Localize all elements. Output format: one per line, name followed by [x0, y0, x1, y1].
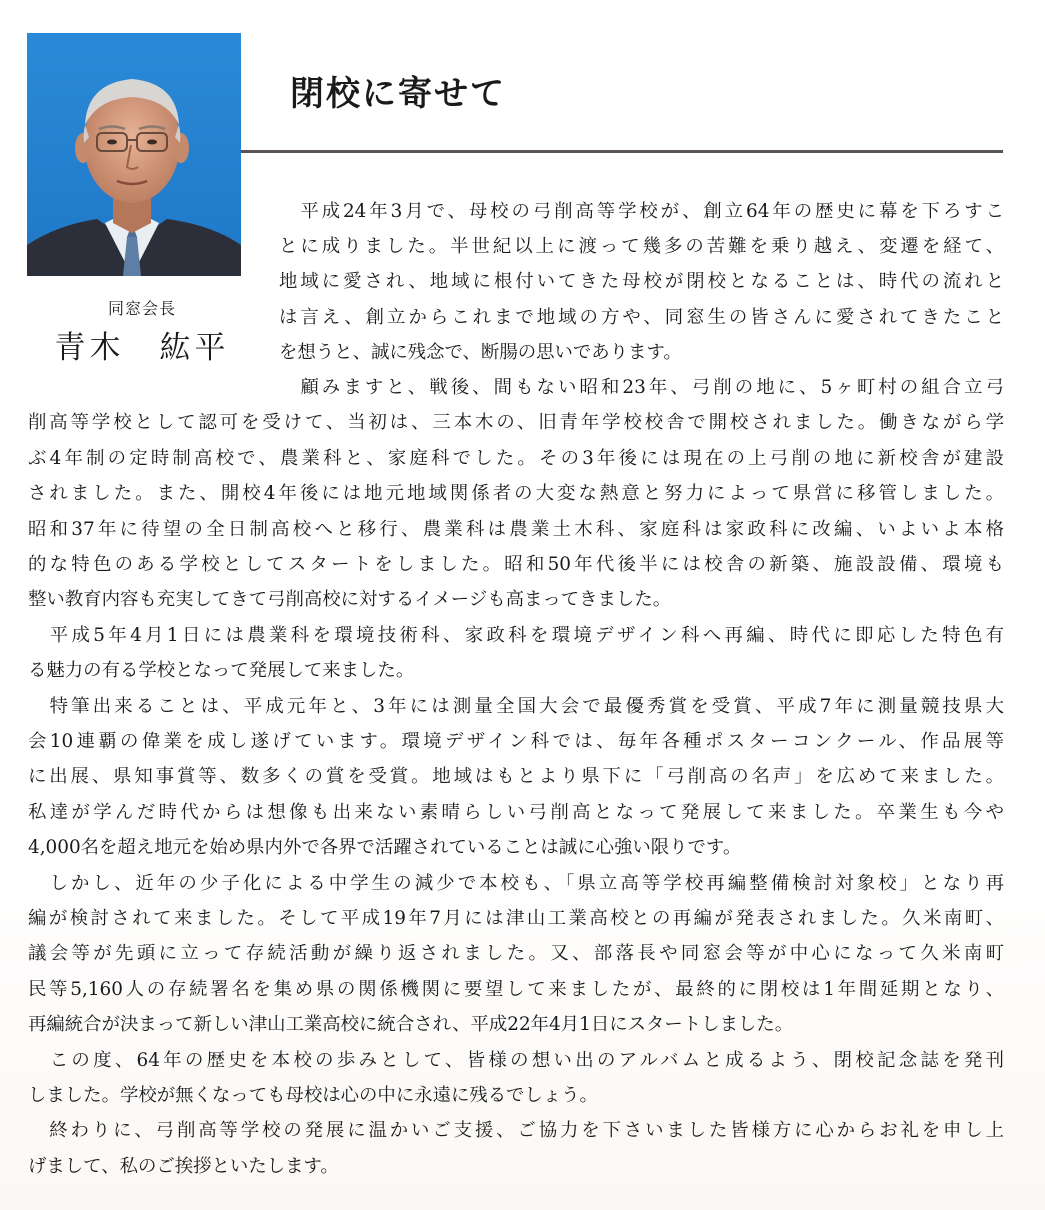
- portrait-photo: [27, 33, 241, 276]
- body-line: されました。また、開校4年後には地元地域関係者の大変な熱意と努力によって県営に移管しました。: [28, 483, 1004, 504]
- body-line: 平成24年3月で、母校の弓削高等学校が、創立64年の歴史に幕を下ろすこ: [279, 201, 1004, 222]
- body-line: 4,000名を超え地元を始め県内外で各界で活躍されていることは誠に心強い限りです。: [28, 837, 742, 858]
- body-line: 再編統合が決まって新しい津山工業高校に統合され、平成22年4月1日にスタートしました。: [28, 1014, 794, 1035]
- body-line: 編が検討されて来ました。そして平成19年7月には津山工業高校との再編が発表されました。久米南町、: [28, 908, 1004, 929]
- page-title: 閉校に寄せて: [290, 74, 506, 114]
- body-line: しかし、近年の少子化による中学生の減少で本校も、「県立高等学校再編整備検討対象校」となり再: [28, 873, 1004, 894]
- body-line: を想うと、誠に残念で、断腸の思いであります。: [279, 342, 682, 363]
- body-line: ぶ4年制の定時制高校で、農業科と、家庭科でした。その3年後には現在の上弓削の地に新校舎が建設: [28, 448, 1004, 469]
- body-line: 的な特色のある学校としてスタートをしました。昭和50年代後半には校舎の新築、施設設備、環境も: [28, 554, 1004, 575]
- body-line: 議会等が先頭に立って存続活動が繰り返されました。又、部落長や同窓会等が中心になって久米南町: [28, 943, 1004, 964]
- portrait-image: [27, 33, 241, 276]
- author-name: 青木 紘平: [54, 330, 230, 366]
- body-line: に出展、県知事賞等、数多くの賞を受賞。地域はもとより県下に「弓削高の名声」を広めて来ました。: [28, 766, 1004, 787]
- body-line: 顧みますと、戦後、間もない昭和23年、弓削の地に、5ヶ町村の組合立弓: [279, 377, 1004, 398]
- body-line: 特筆出来ることは、平成元年と、3年には測量全国大会で最優秀賞を受賞、平成7年に測量競技県大: [28, 696, 1004, 717]
- body-line: とに成りました。半世紀以上に渡って幾多の苦難を乗り越え、変遷を経て、: [279, 236, 1004, 257]
- body-line: 民等5,160人の存続署名を集め県の関係機関に要望して来ましたが、最終的に閉校は1年間延期となり、: [28, 979, 1004, 1000]
- title-divider: [241, 150, 1003, 153]
- body-line: 終わりに、弓削高等学校の発展に温かいご支援、ご協力を下さいました皆様方に心からお礼を申し上: [28, 1120, 1004, 1141]
- author-role: 同窓会長: [107, 299, 176, 318]
- body-line: 地域に愛され、地域に根付いてきた母校が閉校となることは、時代の流れと: [279, 271, 1004, 292]
- body-line: 会10連覇の偉業を成し遂げています。環境デザイン科では、毎年各種ポスターコンクール、作品展等: [28, 731, 1004, 752]
- body-line: る魅力の有る学校となって発展して来ました。: [28, 660, 415, 681]
- body-line: 整い教育内容も充実してきて弓削高校に対するイメージも高まってきました。: [28, 589, 672, 610]
- body-line: げまして、私のご挨拶といたします。: [28, 1156, 339, 1177]
- body-line: しました。学校が無くなっても母校は心の中に永遠に残るでしょう。: [28, 1085, 598, 1106]
- body-line: 昭和37年に待望の全日制高校へと移行、農業科は農業土木科、家庭科は家政科に改編、いよいよ本格: [28, 519, 1004, 540]
- body-line: 平成5年4月1日には農業科を環境技術科、家政科を環境デザイン科へ再編、時代に即応した特色有: [28, 625, 1004, 646]
- body-line: 私達が学んだ時代からは想像も出来ない素晴らしい弓削高となって発展して来ました。卒業生も今や: [28, 802, 1004, 823]
- body-line: 削高等学校として認可を受けて、当初は、三本木の、旧青年学校校舎で開校されました。働きながら学: [28, 412, 1004, 433]
- body-line: この度、64年の歴史を本校の歩みとして、皆様の想い出のアルバムと成るよう、閉校記念誌を発刊: [28, 1050, 1004, 1071]
- body-line: は言え、創立からこれまで地域の方や、同窓生の皆さんに愛されてきたこと: [279, 307, 1004, 328]
